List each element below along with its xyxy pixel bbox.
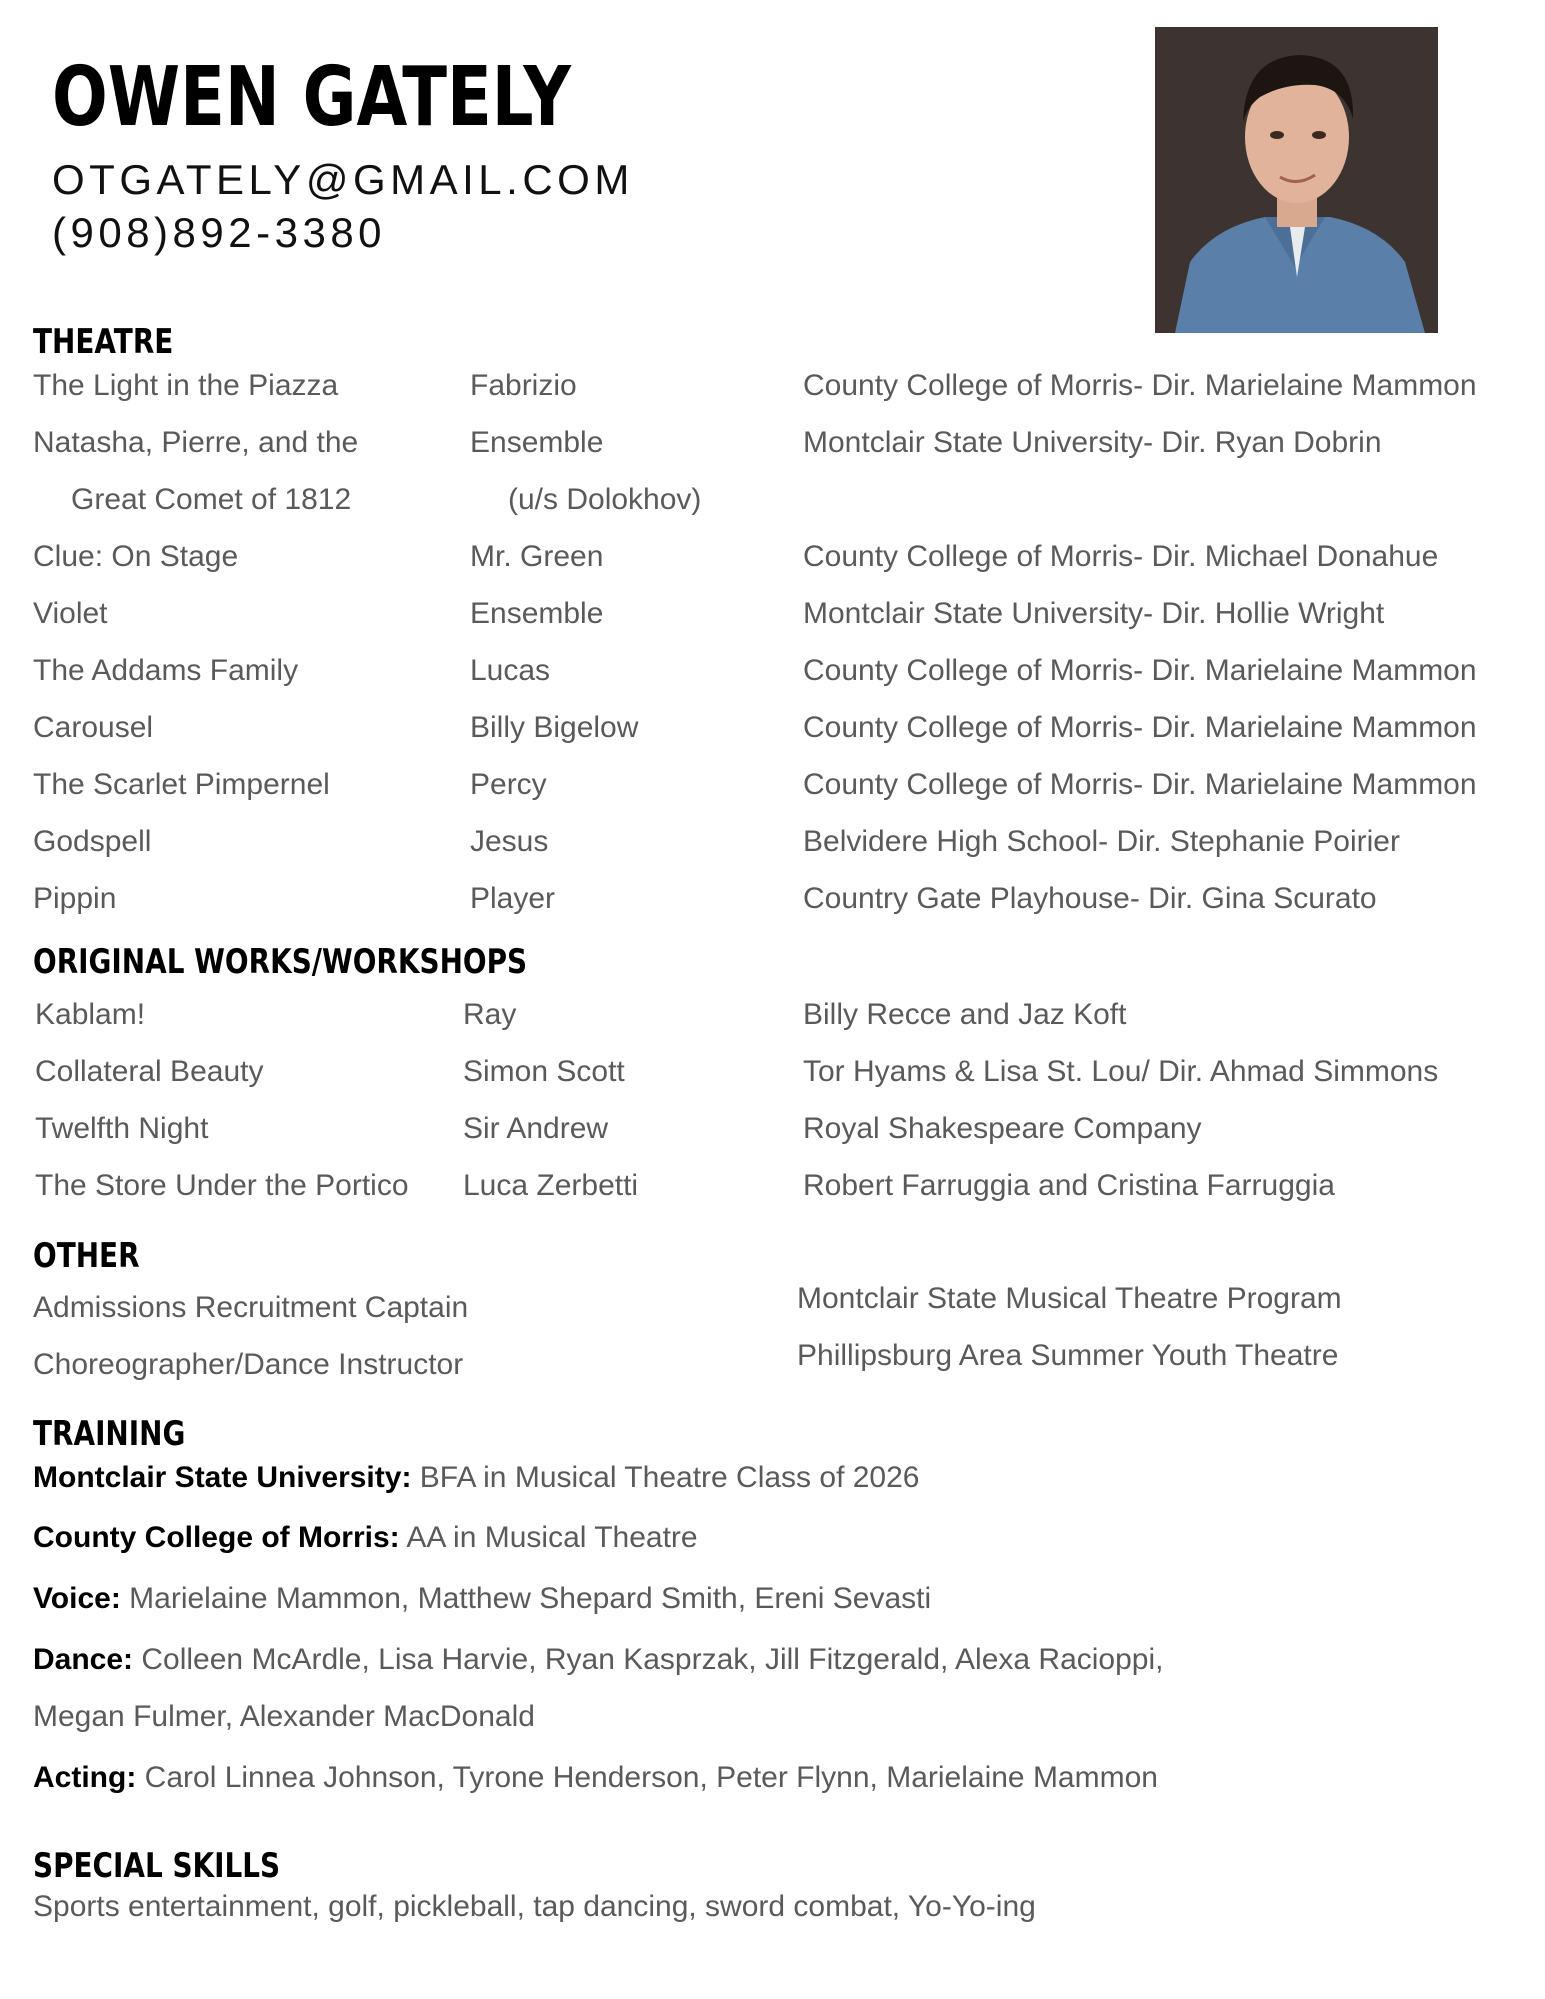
section-heading-other: OTHER bbox=[33, 1236, 140, 1276]
show-title: Clue: On Stage bbox=[33, 540, 239, 573]
show-title: Twelfth Night bbox=[35, 1112, 209, 1145]
role: Lucas bbox=[470, 654, 551, 687]
role: Jesus bbox=[470, 825, 549, 858]
show-title: Pippin bbox=[33, 882, 117, 915]
section-heading-special-skills: SPECIAL SKILLS bbox=[33, 1846, 281, 1886]
show-title: The Light in the Piazza bbox=[33, 369, 339, 402]
email-address: OTGATELY@GMAIL.COM bbox=[52, 156, 634, 203]
company: County College of Morris- Dir. Marielaine Mammon bbox=[803, 711, 1477, 744]
training-line bbox=[33, 1758, 1158, 1798]
company: Montclair State University- Dir. Hollie Wright bbox=[803, 597, 1385, 630]
role: Simon Scott bbox=[463, 1055, 625, 1088]
section-heading-original-works: ORIGINAL WORKS/WORKSHOPS bbox=[33, 942, 528, 982]
role: Mr. Green bbox=[470, 540, 604, 573]
show-title: The Scarlet Pimpernel bbox=[33, 768, 330, 801]
company: Royal Shakespeare Company bbox=[803, 1112, 1202, 1145]
training-label: Dance: bbox=[33, 1643, 134, 1676]
company: County College of Morris- Dir. Michael Donahue bbox=[803, 540, 1439, 573]
show-title: Kablam! bbox=[35, 998, 146, 1031]
training-detail: BFA in Musical Theatre Class of 2026 bbox=[411, 1461, 920, 1494]
training-label: Acting: bbox=[33, 1761, 137, 1794]
role: (u/s Dolokhov) bbox=[508, 483, 702, 516]
company: Montclair State University- Dir. Ryan Dobrin bbox=[803, 426, 1382, 459]
headshot-photo bbox=[1155, 27, 1438, 333]
section-heading-theatre: THEATRE bbox=[33, 322, 174, 362]
role: Player bbox=[470, 882, 556, 915]
training-line bbox=[33, 1518, 698, 1558]
special-skills-list: Sports entertainment, golf, pickleball, tap dancing, sword combat, Yo-Yo-ing bbox=[33, 1890, 1036, 1923]
role: Ensemble bbox=[470, 597, 604, 630]
training-label: Montclair State University: bbox=[33, 1461, 412, 1494]
show-title: Natasha, Pierre, and the bbox=[33, 426, 359, 459]
role: Percy bbox=[470, 768, 547, 801]
training-detail: AA in Musical Theatre bbox=[399, 1521, 698, 1554]
company: County College of Morris- Dir. Marielaine Mammon bbox=[803, 654, 1477, 687]
show-title: Collateral Beauty bbox=[35, 1055, 264, 1088]
role: Sir Andrew bbox=[463, 1112, 609, 1145]
show-title: Violet bbox=[33, 597, 108, 630]
section-heading-training: TRAINING bbox=[33, 1414, 186, 1454]
company: Tor Hyams & Lisa St. Lou/ Dir. Ahmad Simmons bbox=[803, 1055, 1439, 1088]
training-line-continued bbox=[33, 1697, 535, 1737]
training-line bbox=[33, 1579, 931, 1619]
company: Billy Recce and Jaz Koft bbox=[803, 998, 1127, 1031]
show-title: Great Comet of 1812 bbox=[71, 483, 352, 516]
actor-name: OWEN GATELY bbox=[52, 50, 571, 145]
role: Ensemble bbox=[470, 426, 604, 459]
show-title: The Store Under the Portico bbox=[35, 1169, 409, 1202]
training-detail: Marielaine Mammon, Matthew Shepard Smith, Ereni Sevasti bbox=[120, 1582, 932, 1615]
company: Country Gate Playhouse- Dir. Gina Scurato bbox=[803, 882, 1377, 915]
role: Fabrizio bbox=[470, 369, 577, 402]
position: Admissions Recruitment Captain bbox=[33, 1291, 469, 1324]
training-detail: Carol Linnea Johnson, Tyrone Henderson, Peter Flynn, Marielaine Mammon bbox=[136, 1761, 1158, 1794]
organization: Phillipsburg Area Summer Youth Theatre bbox=[797, 1339, 1339, 1372]
training-line bbox=[33, 1640, 1163, 1680]
training-label: County College of Morris: bbox=[33, 1521, 400, 1554]
company: Robert Farruggia and Cristina Farruggia bbox=[803, 1169, 1335, 1202]
position: Choreographer/Dance Instructor bbox=[33, 1348, 464, 1381]
training-label: Voice: bbox=[33, 1582, 121, 1615]
role: Luca Zerbetti bbox=[463, 1169, 639, 1202]
organization: Montclair State Musical Theatre Program bbox=[797, 1282, 1342, 1315]
phone-number: (908)892-3380 bbox=[52, 209, 387, 256]
training-detail: Colleen McArdle, Lisa Harvie, Ryan Kasprzak, Jill Fitzgerald, Alexa Racioppi, bbox=[133, 1643, 1164, 1676]
role: Ray bbox=[463, 998, 517, 1031]
company: Belvidere High School- Dir. Stephanie Poirier bbox=[803, 825, 1400, 858]
training-line bbox=[33, 1458, 919, 1498]
show-title: Godspell bbox=[33, 825, 152, 858]
role: Billy Bigelow bbox=[470, 711, 639, 744]
training-detail: Megan Fulmer, Alexander MacDonald bbox=[33, 1700, 535, 1733]
headshot-illustration bbox=[1155, 27, 1438, 333]
show-title: The Addams Family bbox=[33, 654, 299, 687]
company: County College of Morris- Dir. Marielaine Mammon bbox=[803, 768, 1477, 801]
company: County College of Morris- Dir. Marielaine Mammon bbox=[803, 369, 1477, 402]
show-title: Carousel bbox=[33, 711, 154, 744]
